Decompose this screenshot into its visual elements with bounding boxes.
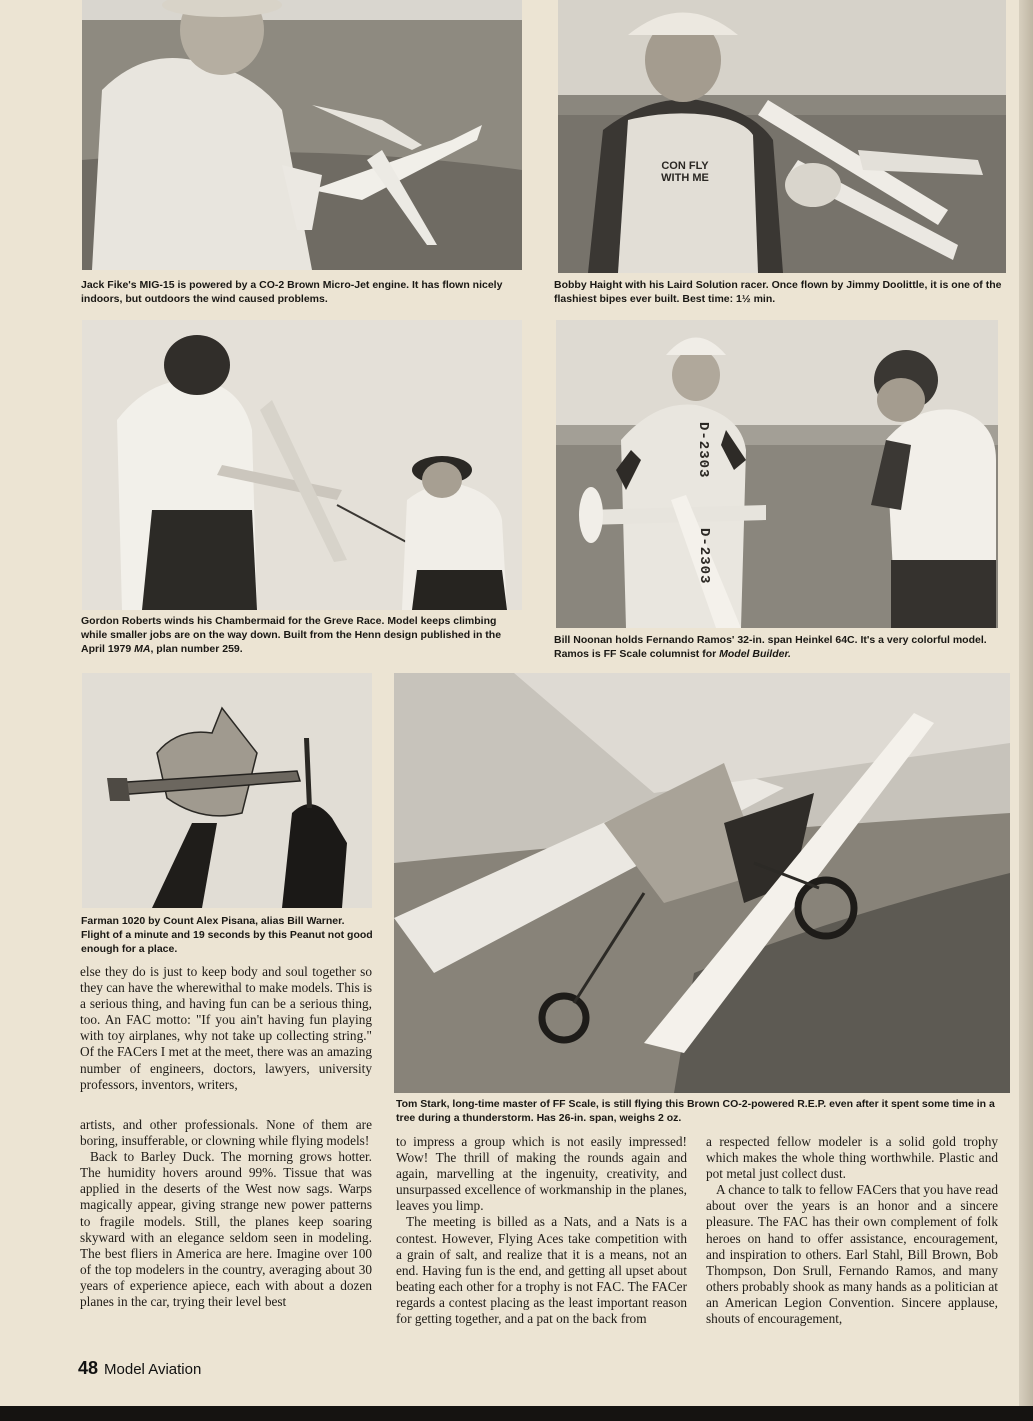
caption-noonan: Bill Noonan holds Fernando Ramos' 32-in. span Heinkel 64C. It's a very colorful model. Ramos is FF Scale columnist for Model Builder. xyxy=(554,634,987,660)
magazine-name: Model Aviation xyxy=(104,1361,202,1378)
caption-farman: Farman 1020 by Count Alex Pisana, alias Bill Warner. Flight of a minute and 19 seconds by this Peanut not good enough for a place. xyxy=(81,915,373,955)
scan-bottom-edge xyxy=(0,1406,1033,1421)
registration-text-wing: D-2303 xyxy=(695,422,711,479)
article-paragraph: The meeting is billed as a Nats, and a Nats is a contest. However, Flying Aces take competition with a grain of salt, and realize that it is a means, not an end. Having fun is the end, and getting all upset about beating each other for a trophy is not FAC. The FACer regards a contest placing as the least important reason for getting together, and a pat on the back from xyxy=(396,1214,687,1327)
photo-stark-rep xyxy=(394,673,1010,1093)
page-edge-shadow xyxy=(1019,0,1033,1421)
caption-haight: Bobby Haight with his Laird Solution racer. Once flown by Jimmy Doolittle, it is one of the flashiest bipes ever built. Best time: 1½ min. xyxy=(554,279,1002,305)
caption-roberts: Gordon Roberts winds his Chambermaid for the Greve Race. Model keeps climbing while smaller jobs are on the way down. Built from the Henn design published in the April 1979 MA, plan number 259. xyxy=(81,615,502,655)
article-paragraph: to impress a group which is not easily impressed! Wow! The thrill of making the rounds again and again, marvelling at the ingenuity, creativity, and unsurpassed excellence of workmanship in the planes, leaves you limp. xyxy=(396,1134,687,1214)
article-paragraph: Back to Barley Duck. The morning grows hotter. The humidity hovers around 99%. Tissue that was applied in the deserts of the West now sags. Warps magically appear, giving strange new power patterns to fragile models. Still, the planes keep soaring skyward with an elegance seldom seen in modeling. The best fliers in America are here. Imagine over 100 of the top modelers in the country, averaging about 30 years of experience apiece, each with about a dozen planes in the car, trying their level best xyxy=(80,1149,372,1310)
tshirt-text: CON FLY WITH ME xyxy=(661,160,709,184)
article-paragraph: a respected fellow modeler is a solid gold trophy which makes the whole thing worthwhile. Plastic and pot metal just collect dust. xyxy=(706,1134,998,1182)
article-paragraph: else they do is just to keep body and soul together so they can have the wherewithal to make models. This is a serious thing, and having fun can be a serious thing, too. An FAC motto: "If you ain't having fun playing with toy airplanes, why not take up collecting string." Of the FACers I met at the meet, there was an amazing number of engineers, doctors, lawyers, university professors, inventors, writers, xyxy=(80,964,372,1092)
photo-farman-1020 xyxy=(82,673,372,908)
caption-roberts-ma: MA xyxy=(134,643,151,655)
photo-haight-laird xyxy=(558,0,1006,273)
article-paragraph: artists, and other professionals. None of them are boring, insufferable, or clowning while flying models! xyxy=(80,1117,372,1149)
article-column-1 xyxy=(80,1117,372,1310)
caption-fike: Jack Fike's MIG-15 is powered by a CO-2 Brown Micro-Jet engine. It has flown nicely indoors, but outdoors the wind caused problems. xyxy=(81,279,503,305)
caption-stark: Tom Stark, long-time master of FF Scale, is still flying this Brown CO-2-powered R.E.P. even after it spent some time in a tree during a thunderstorm. Has 26-in. span, weighs 2 oz. xyxy=(396,1098,995,1124)
photo-fike-mig15 xyxy=(82,0,522,270)
page-footer xyxy=(78,1358,201,1379)
photo-roberts-chambermaid xyxy=(82,320,522,610)
article-paragraph: A chance to talk to fellow FACers that you have read about over the years is an honor and a sincere pleasure. The FAC has their own complement of folk heroes on hand to offer assistance, encouragement, and inspiration to others. Earl Stahl, Bill Brown, Bob Thompson, Don Srull, Fernando Ramos, and many others probably shook as many hands as a politician at an American Legion Convention. Sincere applause, shouts of encouragement, xyxy=(706,1182,998,1327)
article-column-3 xyxy=(706,1134,998,1327)
photo-noonan-heinkel xyxy=(556,320,998,628)
article-column-2 xyxy=(396,1134,687,1327)
registration-text-fuselage: D-2303 xyxy=(696,528,712,585)
caption-noonan-mb: Model Builder. xyxy=(719,648,791,660)
article-column-1-top xyxy=(80,964,372,1093)
page-number: 48 xyxy=(78,1358,99,1378)
